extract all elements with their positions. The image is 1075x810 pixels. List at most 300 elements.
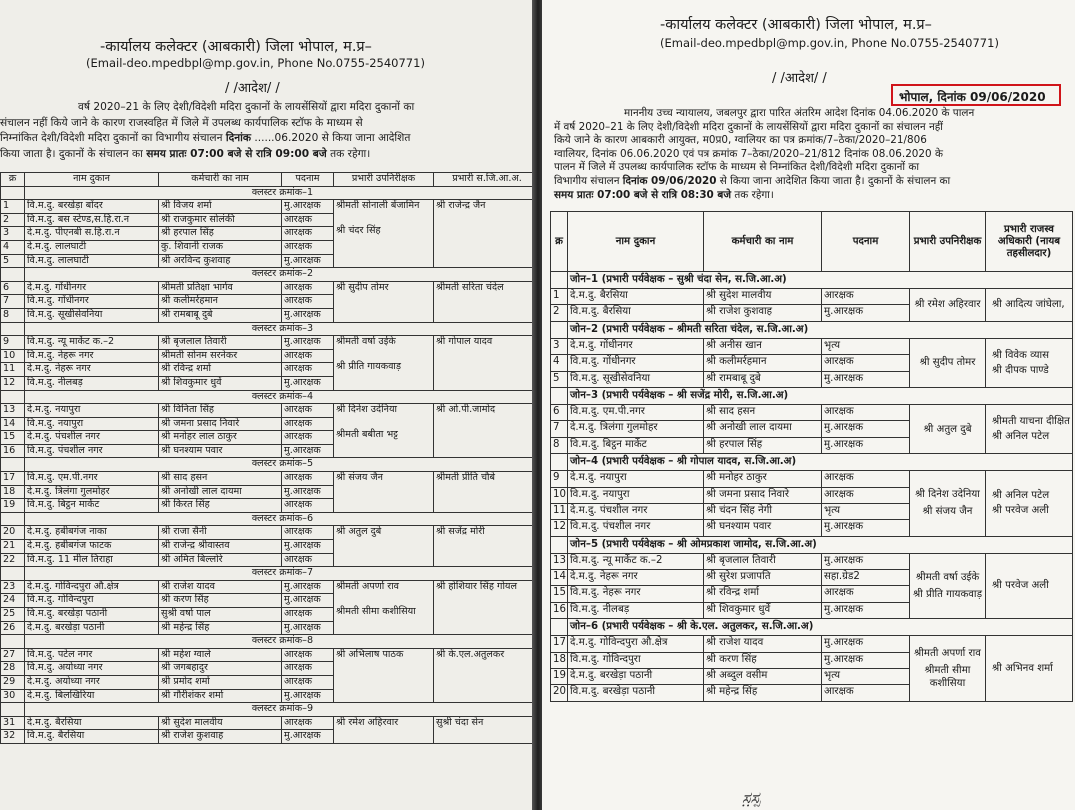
table-cell: दे.म.दु. नयापुरा [568,471,704,487]
table-row [551,471,1073,487]
table-row [551,404,1073,420]
table-cell: श्री राजकुमार सोलंकी [159,213,282,227]
table-cell: 11 [1,363,25,377]
table-row [1,404,533,418]
table-cell: आरक्षक [282,227,334,241]
table-cell: श्री सुदेश मालवीय [159,716,282,730]
table-row [1,526,533,540]
table-cell: श्री रामबाबू दुबे [159,308,282,322]
revenue-officer-cell: श्रीमती याचना दीक्षित श्री अनिल पटेल [986,404,1073,453]
table-cell: मु.आरक्षक [822,602,910,618]
table-cell: श्री राजेश कुशवाह [159,730,282,744]
table-cell: आरक्षक [822,404,910,420]
table-cell: 21 [1,540,25,554]
table-cell: सहा.ग्रेड2 [822,570,910,586]
table-cell: दे.म.दु. बैरसिया [568,289,704,305]
table-cell: आरक्षक [282,295,334,309]
zone-row [551,387,1073,404]
table-cell: श्री चंदन सिंह नेगी [704,503,822,519]
table-cell: श्री महेन्द्र सिंह [704,685,822,701]
inspector-cell: श्री रमेश अहिरवार [334,716,434,743]
table-cell: 17 [1,472,25,486]
inspector-cell: श्री संजय जैन [334,472,434,513]
table-cell: 3 [551,338,568,354]
table-cell: भृत्य [822,338,910,354]
ase-cell: श्री ओ.पी.जामोद [434,404,533,458]
table-cell: 12 [551,520,568,536]
table-cell: श्री शिवकुमार धुर्वे [159,376,282,390]
ase-cell: श्रीमती सरिता चंदेल [434,281,533,322]
ase-cell: श्री सजेंद्र मोरी [434,526,533,567]
cluster-label: क्लस्टर क्रमांक–6 [25,512,533,526]
table-cell: दे.म.दु. पंचशील नगर [568,503,704,519]
date-highlight-box: भोपाल, दिनांक 09/06/2020 [891,84,1061,106]
revenue-officer-cell: श्री विवेक व्यास श्री दीपक पाण्डे [986,338,1073,387]
column-header: पदनाम [822,212,910,272]
column-header: नाम दुकान [25,173,159,187]
table-cell: श्री राजेश कुशवाह [704,305,822,321]
table-cell: 3 [1,227,25,241]
table-cell: दे.म.दु. पंचशील नगर [25,431,159,445]
cluster-row [1,322,533,336]
table-cell: आरक्षक [282,526,334,540]
column-header: प्रभारी उपनिरीक्षक [334,173,434,187]
table-cell: मु.आरक्षक [282,485,334,499]
inspector-cell: श्री अतुल दुबे [910,404,986,453]
table-cell: श्री जगबहादुर [159,662,282,676]
column-header: कर्मचारी का नाम [704,212,822,272]
table-cell: श्री गौरीशंकर शर्मा [159,689,282,703]
table-cell: श्री प्रमोद शर्मा [159,675,282,689]
table-cell: श्री अब्दुल वसीम [704,669,822,685]
revenue-officer-cell: श्री आदित्य जांघेला, [986,289,1073,322]
column-header: कर्मचारी का नाम [159,173,282,187]
table-cell: आरक्षक [822,355,910,371]
table-cell: आरक्षक [282,404,334,418]
table-cell: वि.म.दु. बरखेड़ा पठानी [568,685,704,701]
table-cell: मु.आरक्षक [282,621,334,635]
office-title: -कार्यालय कलेक्टर (आबकारी) जिला भोपाल, म.प्र– [660,17,932,33]
table-cell: श्री रविन्द्र शर्मा [704,586,822,602]
inspector-cell: श्रीमती अपर्णा राव श्रीमती सीमा कशीसिया [910,636,986,702]
table-cell: 26 [1,621,25,635]
table-cell: मु.आरक्षक [822,520,910,536]
table-cell: श्री रामबाबू दुबे [704,371,822,387]
table-cell: मु.आरक्षक [822,371,910,387]
ase-cell: श्रीमती प्रीति चौबे [434,472,533,513]
table-cell: मु.आरक्षक [282,540,334,554]
shop-allocation-table [0,172,532,744]
table-cell: 20 [1,526,25,540]
table-cell: श्री राजेश यादव [159,580,282,594]
table-cell: मु.आरक्षक [822,652,910,668]
table-row [551,553,1073,569]
table-cell: श्री अनीस खान [704,338,822,354]
cluster-label: क्लस्टर क्रमांक–9 [25,703,533,717]
table-row [1,336,533,350]
table-cell: 8 [551,437,568,453]
table-cell: आरक्षक [822,685,910,701]
table-cell: 14 [1,417,25,431]
table-cell: वि.म.दु. बिट्ठन मार्केट [568,437,704,453]
table-cell: आरक्षक [822,471,910,487]
revenue-officer-cell: श्री परवेज अली [986,553,1073,619]
zone-row [551,272,1073,289]
table-cell: 9 [551,471,568,487]
cluster-label: क्लस्टर क्रमांक–4 [25,390,533,404]
table-cell: श्री शिवकुमार धुर्वे [704,602,822,618]
table-cell: 8 [1,308,25,322]
table-row [1,200,533,214]
order-paragraph: वर्ष 2020–21 के लिए देशी/विदेशी मदिरा दुकानों के लायसेंसियों द्वारा मदिरा दुकानों का संचालन नहीं किये जाने के कारण राजस्वहित में जिले में उपलब्ध कार्यपालिक स्टॉफ के माध्यम से निम्नांकित देशी/विदेशी मदिरा दुकानों का विभागीय संचालन दिनांक ......06.2020 से किया जाना आदेशित किया जाता है। दुकानों के संचालन का समय प्रातः 07:00 बजे से रात्रि 09:00 बजे तक रहेगा। [0,101,415,160]
ase-cell: सुश्री चंदा सेन [434,716,533,743]
table-cell: श्री मनोहर ठाकुर [704,471,822,487]
table-cell: आरक्षक [282,363,334,377]
table-cell: सुश्री वर्षा पाल [159,608,282,622]
cluster-row [1,703,533,717]
table-cell: श्री जमना प्रसाद निवारे [159,417,282,431]
table-cell: आरक्षक [282,281,334,295]
table-cell: 5 [551,371,568,387]
table-cell: श्री हरपाल सिंह [159,227,282,241]
table-cell: मु.आरक्षक [282,254,334,268]
table-cell: वि.म.दु. गोविन्दपुरा [25,594,159,608]
table-cell: 16 [1,444,25,458]
zone-label: जोन–4 (प्रभारी पर्यवेक्षक – श्री गोपाल यादव, स.जि.आ.अ) [568,454,1073,471]
table-cell: 12 [1,376,25,390]
table-cell: वि.म.दु. पंचशील नगर [25,444,159,458]
cluster-label: क्लस्टर क्रमांक–7 [25,567,533,581]
table-cell: मु.आरक्षक [282,200,334,214]
table-cell: श्री महेन्द्र सिंह [159,621,282,635]
cluster-row [1,512,533,526]
table-cell: श्री अनोखी लाल दायमा [704,421,822,437]
inspector-cell: श्री अभिलाष पाठक [334,648,434,702]
cluster-row [1,458,533,472]
table-cell: श्री जमना प्रसाद निवारे [704,487,822,503]
table-cell: मु.आरक्षक [282,580,334,594]
table-cell: 27 [1,648,25,662]
table-cell: वि.म.दु. गोविन्दपुरा [568,652,704,668]
table-cell: श्री राजेन्द्र श्रीवास्तव [159,540,282,554]
order-heading: / /आदेश/ / [772,71,827,86]
table-cell: 18 [1,485,25,499]
office-title: -कार्यालय कलेक्टर (आबकारी) जिला भोपाल, म.प्र– [100,39,372,55]
table-cell: कु. शिवानी राजक [159,240,282,254]
table-cell: दे.म.दु. पीएनबी स.हि.रा.न [25,227,159,241]
table-cell: 14 [551,570,568,586]
table-cell: 5 [1,254,25,268]
zone-row [551,454,1073,471]
table-cell: 11 [551,503,568,519]
table-cell: वि.म.दु. अयोध्या नगर [25,662,159,676]
table-cell: दे.म.दु. बरखेड़ा पठानी [25,621,159,635]
revenue-officer-cell: श्री अभिनव शर्मा [986,636,1073,702]
table-row [551,289,1073,305]
table-cell: दे.म.दु. अयोध्या नगर [25,675,159,689]
table-cell: मु.आरक्षक [282,594,334,608]
table-cell: आरक्षक [282,648,334,662]
table-cell: आरक्षक [282,349,334,363]
table-cell: मु.आरक्षक [282,444,334,458]
table-cell: श्री अनोखी लाल दायमा [159,485,282,499]
table-cell: आरक्षक [282,662,334,676]
table-cell: श्री साद हसन [704,404,822,420]
table-cell: आरक्षक [822,487,910,503]
order-heading: / /आदेश/ / [225,81,280,96]
table-cell: भृत्य [822,669,910,685]
table-row [551,636,1073,652]
table-cell: वि.म.दु. नेहरू नगर [568,586,704,602]
cluster-row [1,567,533,581]
zone-row [551,321,1073,338]
table-cell: आरक्षक [822,586,910,602]
table-cell: दे.म.दु. त्रिलंगा गुलमोहर [568,421,704,437]
table-cell: आरक्षक [282,472,334,486]
cluster-label: क्लस्टर क्रमांक–3 [25,322,533,336]
table-cell: दे.म.दु. नयापुरा [25,404,159,418]
table-cell: श्री किरत सिंह [159,499,282,513]
table-cell: दे.म.दु. गोंधीनगर [25,281,159,295]
table-cell: वि.म.दु. बैरसिया [25,730,159,744]
right-order-page [542,0,1075,810]
table-cell: 2 [1,213,25,227]
table-cell: श्रीमती सोनम सरनेकर [159,349,282,363]
table-cell: आरक्षक [282,716,334,730]
table-cell: श्री अमित बिल्लोरे [159,553,282,567]
table-cell: 19 [551,669,568,685]
table-cell: श्रीमती प्रतिक्षा भार्गव [159,281,282,295]
table-cell: 31 [1,716,25,730]
zone-allocation-table [550,211,1073,702]
column-header: क्र [1,173,25,187]
signature: ಸ಼ಸ್ಪ [742,788,761,807]
table-cell: वि.म.दु. बरखेड़ा बोंदर [25,200,159,214]
cluster-label: क्लस्टर क्रमांक–8 [25,635,533,649]
table-cell: वि.म.दु. गोंधीनगर [568,355,704,371]
table-cell: श्री विजय शर्मा [159,200,282,214]
contact-line: (Email-deo.mpedbpl@mp.gov.in, Phone No.0755-2540771) [660,36,999,50]
table-cell: 4 [1,240,25,254]
table-cell: श्री महेश ग्वाले [159,648,282,662]
table-cell: आरक्षक [822,289,910,305]
table-cell: श्री राजा सैनी [159,526,282,540]
table-cell: 6 [1,281,25,295]
table-cell: वि.म.दु. पटेल नगर [25,648,159,662]
table-cell: मु.आरक्षक [822,305,910,321]
table-cell: दे.म.दु. नेहरू नगर [25,363,159,377]
table-cell: दे.म.दु. लालघाटी [25,240,159,254]
table-cell: मु.आरक्षक [822,553,910,569]
ase-cell: श्री होशियार सिंह गोयल [434,580,533,634]
table-cell: 19 [1,499,25,513]
table-cell: श्री विनिता सिंह [159,404,282,418]
table-cell: श्री कलीमर्रहमान [159,295,282,309]
table-cell: दे.म.दु. त्रिलंगा गुलमोहर [25,485,159,499]
column-header: प्रभारी स.जि.आ.अ. [434,173,533,187]
table-cell: श्री अरविन्द कुशवाह [159,254,282,268]
table-cell: 18 [551,652,568,668]
ase-cell: श्री गोपाल यादव [434,336,533,390]
table-row [1,716,533,730]
table-cell: 1 [1,200,25,214]
table-cell: श्री सुदेश मालवीय [704,289,822,305]
table-cell: वि.म.दु. 11 मील तिराहा [25,553,159,567]
column-header: क्र [551,212,568,272]
cluster-label: क्लस्टर क्रमांक–5 [25,458,533,472]
table-cell: 22 [1,553,25,567]
table-cell: 16 [551,602,568,618]
zone-label: जोन–6 (प्रभारी पर्यवेक्षक – श्री के.एल. अतुलकर, स.जि.आ.अ) [568,619,1073,636]
column-header: प्रभारी राजस्व अधिकारी (नायब तहसीलदार) [986,212,1073,272]
table-cell: दे.म.दु. गोविन्दपुरा औ.क्षेत्र [568,636,704,652]
column-header: नाम दुकान [568,212,704,272]
table-cell: श्री साद हसन [159,472,282,486]
table-cell: दे.म.दु. बैरसिया [25,716,159,730]
table-cell: 32 [1,730,25,744]
table-cell: वि.म.दु. गोंधीनगर [25,295,159,309]
cluster-row [1,390,533,404]
table-cell: 2 [551,305,568,321]
table-cell: 7 [1,295,25,309]
table-cell: दे.म.दु. हबीबगंज नाका [25,526,159,540]
order-date: 09/06/2020 [970,90,1046,104]
table-cell: 10 [551,487,568,503]
table-cell: 13 [1,404,25,418]
table-cell: वि.म.दु. नयापुरा [25,417,159,431]
table-cell: वि.म.दु. न्यू मार्केट क.–2 [568,553,704,569]
zone-label: जोन–5 (प्रभारी पर्यवेक्षक – श्री ओमप्रकाश जामोद, स.जि.आ.अ) [568,536,1073,553]
cluster-row [1,268,533,282]
table-row [1,472,533,486]
table-cell: आरक्षक [282,499,334,513]
left-order-page [0,0,532,810]
table-cell: वि.म.दु. एम.पी.नगर [568,404,704,420]
zone-label: जोन–2 (प्रभारी पर्यवेक्षक – श्रीमती सरिता चंदेल, स.जि.आ.अ) [568,321,1073,338]
table-cell: आरक्षक [282,553,334,567]
table-cell: दे.म.दु. नेहरू नगर [568,570,704,586]
revenue-officer-cell: श्री अनिल पटेल श्री परवेज अली [986,471,1073,537]
table-cell: मु.आरक्षक [282,308,334,322]
table-cell: वि.म.दु. नीलबड़ [568,602,704,618]
table-cell: 24 [1,594,25,608]
zone-label: जोन–3 (प्रभारी पर्यवेक्षक – श्री सजेंद्र मोरी, स.जि.आ.अ) [568,387,1073,404]
table-cell: वि.म.दु. नेहरू नगर [25,349,159,363]
table-cell: 6 [551,404,568,420]
table-cell: 28 [1,662,25,676]
inspector-cell: श्री दिनेश उदेनिया श्रीमती बबीता भट्ट [334,404,434,458]
table-cell: वि.म.दु. बस स्टेण्ड,स.हि.रा.न [25,213,159,227]
table-row [551,338,1073,354]
table-cell: वि.म.दु. पंचशील नगर [568,520,704,536]
table-cell: वि.म.दु. न्यू मार्केट क.–2 [25,336,159,350]
table-cell: श्री हरपाल सिंह [704,437,822,453]
table-cell: वि.म.दु. सूखीसेवनिया [568,371,704,387]
table-cell: श्री करण सिंह [159,594,282,608]
table-cell: 10 [1,349,25,363]
table-cell: 4 [551,355,568,371]
table-cell: दे.म.दु. बरखेड़ा पठानी [568,669,704,685]
table-row [1,580,533,594]
table-cell: आरक्षक [282,213,334,227]
table-cell: वि.म.दु. नीलबड़ [25,376,159,390]
table-cell: 20 [551,685,568,701]
table-cell: मु.आरक्षक [822,636,910,652]
table-cell: आरक्षक [282,675,334,689]
table-cell: वि.म.दु. लालघाटी [25,254,159,268]
table-cell: मु.आरक्षक [822,437,910,453]
table-cell: 30 [1,689,25,703]
column-header: पदनाम [282,173,334,187]
zone-label: जोन–1 (प्रभारी पर्यवेक्षक – सुश्री चंदा सेन, स.जि.आ.अ) [568,272,1073,289]
inspector-cell: श्रीमती अपर्णा राव श्रीमती सीमा कशीसिया [334,580,434,634]
table-cell: श्री बृजलाल तिवारी [704,553,822,569]
table-cell: श्री बृजलाल तिवारी [159,336,282,350]
page-gap [532,0,542,810]
inspector-cell: श्री सुदीप तोमर [334,281,434,322]
cluster-label: क्लस्टर क्रमांक–2 [25,268,533,282]
table-cell: मु.आरक्षक [822,421,910,437]
order-paragraph: माननीय उच्च न्यायालय, जबलपुर द्वारा पारित अंतरिम आदेश दिनांक 04.06.2020 के पालन में वर्ष 2020–21 के लिए देशी/विदेशी मदिरा दुकानों के लायसेंसियों द्वारा मदिरा दुकानों का संचालन नहीं किये जाने के कारण आबकारी आयुक्त, म0प्र0, ग्वालियर का पत्र क्रमांक/7–ठेका/2020–21/806 ग्वालियर, दिनांक 06.06.2020 एवं पत्र क्रमांक 7–ठेका/2020–21/812 दिनांक 08.06.2020 के पालन में जिले में उपलब्ध कार्यपालिक स्टॉफ के माध्यम से निम्नांकित देशी/विदेशी मदिरा दुकानों का विभागीय संचालन दिनांक 09/06/2020 से किया जाना आदेशित किया जाता है। दुकानों के संचालन का समय प्रातः 07:00 बजे से रात्रि 08:30 बजे तक रहेगा। [554,107,975,201]
table-cell: मु.आरक्षक [282,336,334,350]
table-cell: 15 [1,431,25,445]
ase-cell: श्री राजेन्द्र जैन [434,200,533,268]
table-cell: श्री घनश्याम पवार [159,444,282,458]
table-cell: वि.म.दु. बिट्ठन मार्केट [25,499,159,513]
inspector-cell: श्रीमती वर्षा उईके श्री प्रीति गायकवाड़ [910,553,986,619]
table-cell: 23 [1,580,25,594]
table-cell: 7 [551,421,568,437]
table-cell: आरक्षक [282,240,334,254]
table-cell: वि.म.दु. नयापुरा [568,487,704,503]
inspector-cell: श्री रमेश अहिरवार [910,289,986,322]
table-cell: मु.आरक्षक [282,689,334,703]
table-cell: 9 [1,336,25,350]
table-cell: मु.आरक्षक [282,376,334,390]
table-cell: दे.म.दु. बिलखिरिया [25,689,159,703]
table-cell: 25 [1,608,25,622]
cluster-row [1,635,533,649]
table-cell: 29 [1,675,25,689]
table-cell: भृत्य [822,503,910,519]
table-cell: वि.म.दु. एम.पी.नगर [25,472,159,486]
table-cell: श्री मनोहर लाल ठाकुर [159,431,282,445]
inspector-cell: श्री अतुल दुबे [334,526,434,567]
table-cell: 1 [551,289,568,305]
inspector-cell: श्रीमती सोनाली बेंजामिन श्री चंदर सिंह [334,200,434,268]
table-cell: 15 [551,586,568,602]
table-cell: वि.म.दु. बरखेड़ा पठानी [25,608,159,622]
table-cell: दे.म.दु. गोंधीनगर [568,338,704,354]
table-cell: आरक्षक [282,431,334,445]
table-cell: श्री सुरेश प्रजापति [704,570,822,586]
table-cell: 13 [551,553,568,569]
table-cell: 17 [551,636,568,652]
cluster-row [1,186,533,200]
table-row [1,281,533,295]
table-cell: दे.म.दु. गोविन्दपुरा औ.क्षेत्र [25,580,159,594]
table-cell: श्री रविन्द्र शर्मा [159,363,282,377]
ase-cell: श्री के.एल.अतुलकर [434,648,533,702]
table-cell: श्री कलीमर्रहमान [704,355,822,371]
table-cell: वि.म.दु. सूखीसेवनिया [25,308,159,322]
contact-line: (Email-deo.mpedbpl@mp.gov.in, Phone No.0755-2540771) [86,56,425,70]
cluster-label: क्लस्टर क्रमांक–1 [25,186,533,200]
table-cell: वि.म.दु. बैरसिया [568,305,704,321]
column-header: प्रभारी उपनिरीक्षक [910,212,986,272]
table-cell: श्री राजेश यादव [704,636,822,652]
table-cell: श्री करण सिंह [704,652,822,668]
